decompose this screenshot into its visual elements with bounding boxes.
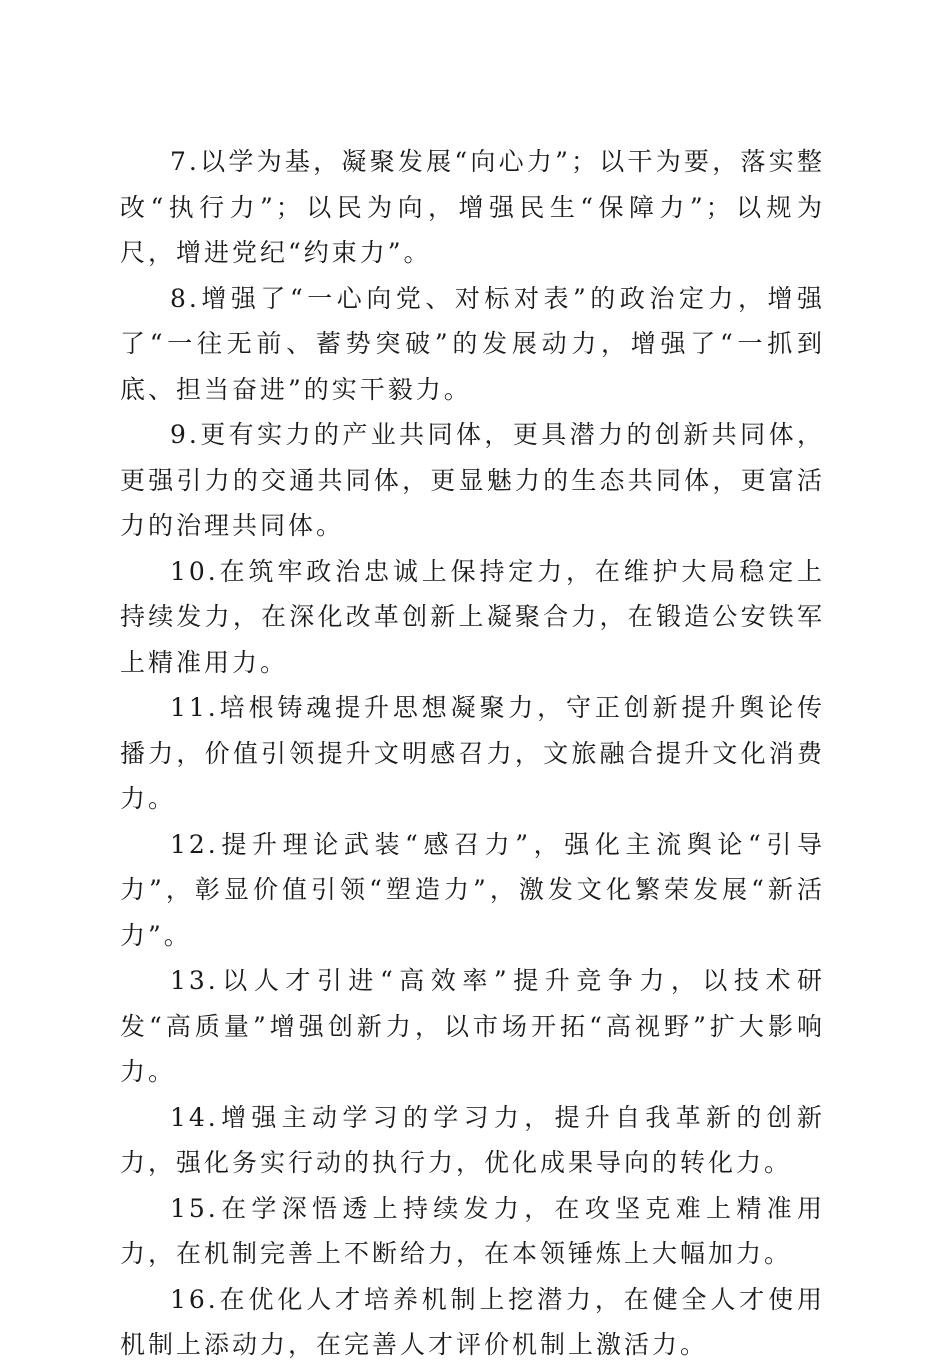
- paragraph-7: 7.以学为基，凝聚发展“向心力”；以干为要，落实整改“执行力”；以民为向，增强民生“保障力”；以规为尺，增进党纪“约束力”。: [120, 147, 825, 267]
- paragraph-13: 13.以人才引进“高效率”提升竞争力，以技术研发“高质量”增强创新力，以市场开拓“高视野”扩大影响力。: [120, 966, 825, 1086]
- paragraph-11: 11.培根铸魂提升思想凝聚力，守正创新提升舆论传播力，价值引领提升文明感召力，文旅融合提升文化消费力。: [120, 693, 825, 813]
- document-body: [120, 139, 825, 1368]
- paragraph-14: 14.增强主动学习的学习力，提升自我革新的创新力，强化务实行动的执行力，优化成果导向的转化力。: [120, 1102, 825, 1177]
- paragraph-15: 15.在学深悟透上持续发力，在攻坚克难上精准用力，在机制完善上不断给力，在本领锤炼上大幅加力。: [120, 1193, 825, 1268]
- paragraph-9: 9.更有实力的产业共同体，更具潜力的创新共同体，更强引力的交通共同体，更显魅力的生态共同体，更富活力的治理共同体。: [120, 420, 825, 540]
- paragraph-10: 10.在筑牢政治忠诚上保持定力，在维护大局稳定上持续发力，在深化改革创新上凝聚合力，在锻造公安铁军上精准用力。: [120, 556, 825, 677]
- paragraph-12: 12.提升理论武装“感召力”，强化主流舆论“引导力”，彰显价值引领“塑造力”，激发文化繁荣发展“新活力”。: [120, 829, 825, 950]
- paragraph-16: 16.在优化人才培养机制上挖潜力，在健全人才使用机制上添动力，在完善人才评价机制上激活力。: [120, 1284, 825, 1359]
- paragraph-8: 8.增强了“一心向党、对标对表”的政治定力，增强了“一往无前、蓄势突破”的发展动力，增强了“一抓到底、担当奋进”的实干毅力。: [120, 283, 825, 404]
